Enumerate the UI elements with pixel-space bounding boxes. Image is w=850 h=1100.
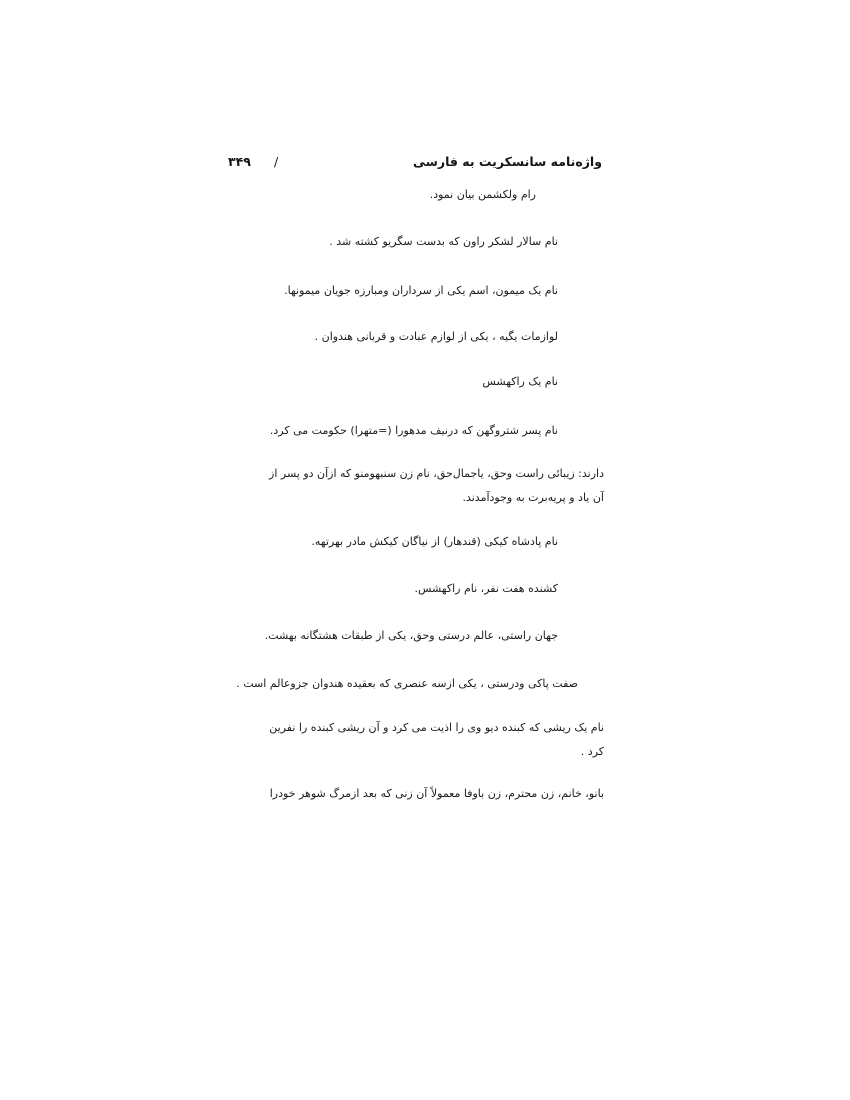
entry-definition: بانو، خانم، زن محترم، زن باوفا معمولاً آن زنی که بعد ازمرگ شوهر خودرا bbox=[269, 787, 604, 800]
entry-definition: دارند: زیبائی راست وحق، یاجمال‌حق، نام زن سنبهومنو که ازآن دو پسر از آن یاد و پریه‌برت به وجود‌آمدند. bbox=[269, 467, 604, 504]
running-title: واژه‌نامه سانسکریت به فارسی bbox=[412, 154, 602, 169]
entry-definition: نام یک میمون، اسم یکی از سرداران ومبارزه جویان میمونها. bbox=[284, 284, 558, 297]
page-header bbox=[228, 152, 602, 172]
entry-definition: صفت پاکی ودرستی ، یکی ازسه عنصری که بعقیده هندوان جزوعالم است . bbox=[236, 677, 578, 690]
page-number: ۳۴۹ bbox=[228, 154, 251, 169]
entry-definition: جهان راستی، عالم درستی وحق، یکی از طبقات هشتگانه بهشت. bbox=[264, 629, 558, 642]
entry-definition: نام یک ریشی که کبنده دیو وی را اذیت می کرد و آن ریشی کبنده را نفرین کرد . bbox=[269, 721, 604, 758]
entry-definition: لوازمات یگیه ، یکی از لوازم عبادت و قربانی هندوان . bbox=[314, 330, 558, 343]
entry-definition: نام پسر شتروگهن که درنیف مدهورا (=متهرا) حکومت می کرد. bbox=[269, 424, 558, 437]
header-separator: / bbox=[274, 154, 279, 169]
entry-definition: کشنده هفت نفر، نام راکهشس. bbox=[414, 582, 558, 595]
entry-definition: رام ولکشمن بیان نمود. bbox=[429, 188, 536, 201]
entry-definition: نام پادشاه کیکی (قندهار) از نیاگان کیکش مادر بهرتهه. bbox=[311, 535, 558, 548]
entry-definition: نام سالار لشکر راون که بدست سگریو کشته شد . bbox=[329, 235, 558, 248]
entry-definition: نام یک راکهشس bbox=[482, 375, 558, 388]
